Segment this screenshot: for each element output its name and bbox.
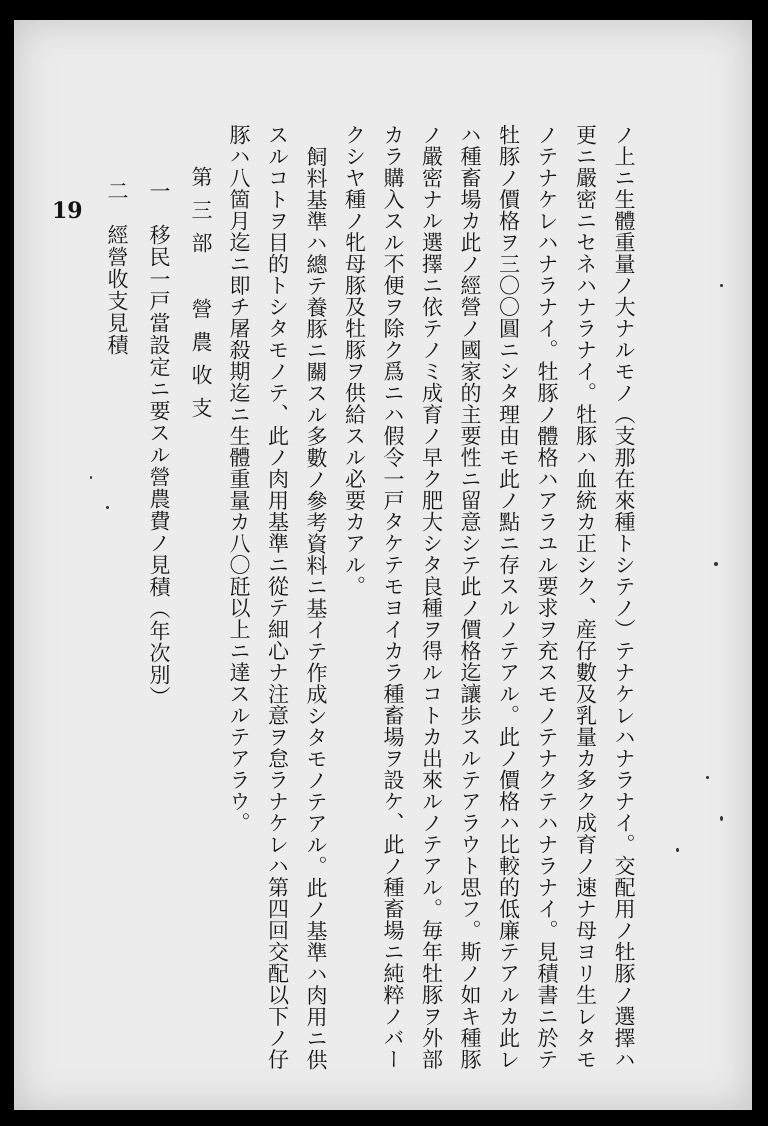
body-column: ハ種畜場カ此ノ經營ノ國家的主要性ニ留意シテ此ノ價格迄讓歩スルテアラウト思フ。斯ノ如キ種豚 [458, 124, 482, 1070]
body-column: カラ購入スル不便ヲ除ク爲ニハ假令一戸タケテモヨイカラ種畜場ヲ設ケ、此ノ種畜場ニ純粹ノバー [381, 124, 405, 1070]
body-column: 更ニ嚴密ニセネハナラナイ。牡豚ハ血統カ正シク、産仔數及乳量カ多ク成育ノ速ナ母ヨリ生レタモ [573, 124, 598, 1070]
scan-speck [720, 284, 723, 287]
body-column: 飼料基準ハ總テ養豚ニ關スル多數ノ參考資料ニ基イテ作成シタモノテアル。此ノ基準ハ肉用ニ供 [304, 146, 328, 1071]
body-column: スルコトヲ目的トシタモノテ、此ノ肉用基準ニ從テ細心ナ注意ヲ怠ラナケレハ第四回交配以下ノ仔 [265, 124, 290, 1070]
scan-speck [720, 816, 723, 821]
body-column: クシヤ種ノ牝母豚及牡豚ヲ供給スル必要カアル。 [342, 124, 367, 597]
scan-speck [706, 776, 709, 779]
page-number: 19 [52, 198, 83, 224]
section-item-one: 一 移民一戸當設定ニ要スル營農費ノ見積（年次別） [147, 180, 171, 708]
body-column: 豚ハ八箇月迄ニ即チ屠殺期迄ニ生體重量カ八〇瓩以上ニ達スルテアラウ。 [227, 124, 251, 834]
section-title: 第三部 營農收支 [189, 166, 213, 430]
body-column: ノテナケレハナラナイ。牡豚ノ體格ハアラユル要求ヲ充スモノテナクテハナラナイ。見積書ニ於テ [535, 124, 559, 1070]
scan-speck [90, 476, 92, 479]
body-column: ノ嚴密ナル選擇ニ依テノミ成育ノ早ク肥大シタ良種ヲ得ルコトカ出來ルノテアル。毎年牡豚ヲ外部 [419, 124, 444, 1070]
document-page [14, 20, 752, 1110]
section-item-two: 二 經營收支見積 [105, 180, 129, 356]
scan-speck [676, 848, 679, 852]
body-column: ノ上ニ生體重量ノ大ナルモノ（支那在來種トシテノ）テナケレハナラナイ。交配用ノ牡豚ノ選擇ハ [612, 124, 636, 1070]
scan-speck [714, 562, 718, 566]
scan-speck [106, 506, 109, 509]
body-column: 牡豚ノ價格ヲ三〇〇圓ニシタ理由モ此ノ點ニ存スルノテアル。此ノ價格ハ比較的低廉テアルカ此レ [496, 124, 521, 1070]
